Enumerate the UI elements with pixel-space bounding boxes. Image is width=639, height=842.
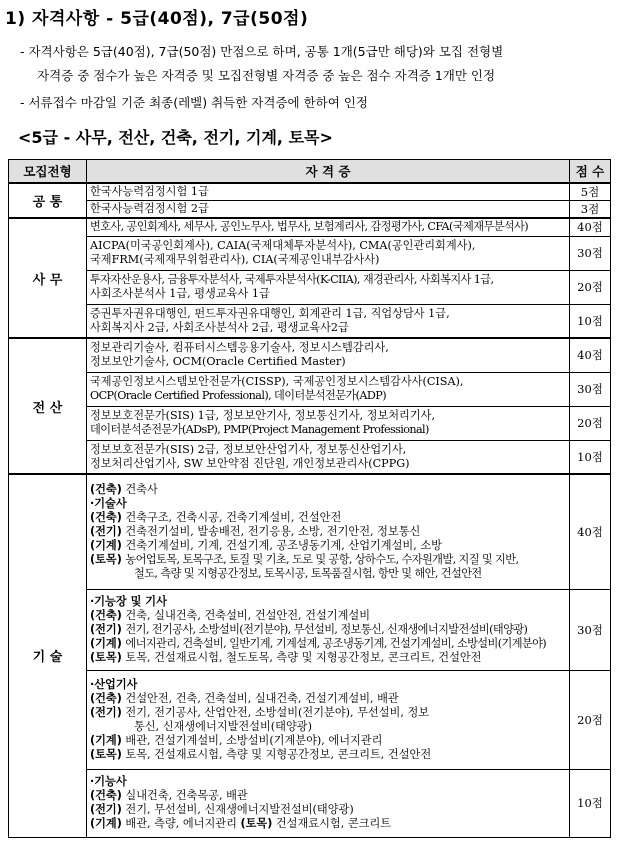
- field-tag: (건축): [90, 789, 122, 802]
- qualification-line: 국제FRM(국제재무위험관리사), CIA(국제공인내부감사사): [90, 253, 380, 266]
- qualification-line: [90, 706, 566, 720]
- field-tag: (건축): [90, 608, 122, 622]
- qualification-line: [90, 803, 566, 817]
- field-items: 건축전기설비, 발송배전, 전기응용, 소방, 전기안전, 정보통신: [125, 524, 421, 538]
- field-items: 농어업토목, 토목구조, 토질 및 기초, 도로 및 공항, 상하수도, 수자원개발, 지질 및 지반,: [125, 552, 519, 566]
- score-cell: 40점: [570, 338, 611, 372]
- qualification-line: 정보처리산업기사, SW 보안약점 진단원, 개인정보관리사(CPPG): [90, 456, 410, 470]
- field-tag: (토목): [240, 817, 273, 830]
- qualification-line: AICPA(미국공인회계사), CAIA(국제대체투자분석사), CMA(공인관리회계사),: [90, 239, 476, 252]
- qualification-line: 한국사능력검정시험 1급: [90, 185, 209, 198]
- qualification-line: 데이터분석준전문가(ADsP), PMP(Project Management Professional): [90, 423, 429, 436]
- qualification-cell: [87, 218, 570, 236]
- field-tag: (토목): [90, 650, 122, 664]
- field-tag: (기계): [90, 733, 122, 747]
- qualification-cell: [87, 236, 570, 270]
- table-row: [9, 474, 611, 589]
- field-items: 실내건축, 건축목공, 배관: [125, 789, 248, 802]
- qualification-line: 정보보안기술사, OCM(Oracle Certified Master): [90, 355, 346, 369]
- field-tag: (기계): [90, 538, 122, 552]
- qualification-line: [90, 692, 566, 706]
- note-deadline: [20, 91, 368, 115]
- score-cell: 30점: [570, 372, 611, 406]
- qualification-cell: [87, 304, 570, 338]
- table-row: [9, 236, 611, 270]
- field-items: 전기, 전기공사, 산업안전, 소방설비(전기분야), 무선설비, 정보: [125, 705, 430, 719]
- qualification-line: [90, 678, 566, 692]
- qualification-line: 정보보호전문가(SIS) 1급, 정보보안기사, 정보통신기사, 정보처리기사,: [90, 409, 436, 422]
- qualification-line: 국제공인정보시스템보안전문가(CISSP), 국제공인정보시스템감사사(CISA),: [90, 375, 464, 388]
- field-items: 에너지관리, 건축설비, 일반기계, 기계설계, 공조냉동기계, 건설기계설비, 소방설비(기계분야): [125, 636, 547, 650]
- table-row: [9, 440, 611, 474]
- grade-label: ·산업기사: [90, 677, 138, 691]
- field-tag: (기계): [90, 636, 122, 650]
- qualification-line: [90, 734, 566, 748]
- qualification-line: [90, 497, 566, 511]
- field-items: 건축사: [125, 482, 158, 496]
- table-row: [9, 670, 611, 769]
- field-tag: (전기): [90, 803, 122, 816]
- field-tag: (전기): [90, 705, 122, 719]
- qualification-line: 변호사, 공인회계사, 세무사, 공인노무사, 법무사, 보험계리사, 감정평가사, CFA(국제재무분석사): [90, 220, 529, 234]
- field-items: 철도, 측량 및 지형공간정보, 토목시공, 토목품질시험, 항만 및 해안, 건설안전: [134, 566, 482, 580]
- qualification-table: [8, 159, 611, 838]
- qualification-line: [90, 817, 566, 831]
- qualification-line: [90, 609, 566, 623]
- field-tag: (토목): [90, 552, 122, 566]
- qualification-cell: [87, 474, 570, 589]
- field-items: 토목, 건설재료시험, 측량 및 지형공간정보, 콘크리트, 건설안전: [125, 747, 432, 761]
- qualification-cell: [87, 270, 570, 304]
- qualification-line: [90, 539, 566, 553]
- qualification-line: [90, 525, 566, 539]
- table-row: [9, 201, 611, 219]
- category-cell-it: 전 산: [9, 338, 87, 474]
- field-items: 건축, 실내건축, 건축설비, 건설안전, 건설기계설비: [125, 608, 370, 622]
- field-items: 건설안전, 건축, 건축설비, 실내건축, 건설기계설비, 배관: [125, 691, 399, 705]
- section-heading: 1) 자격사항 - 5급(40점), 7급(50점): [5, 9, 309, 29]
- qualification-cell: [87, 338, 570, 372]
- qualification-line: [90, 623, 566, 637]
- score-cell: 10점: [570, 769, 611, 837]
- field-items: 배관, 건설기계설비, 소방설비(기계분야), 에너지관리: [125, 733, 383, 747]
- qualification-cell: [87, 670, 570, 769]
- qualification-line: [90, 720, 566, 734]
- field-items: 건축구조, 건축시공, 건축기계설비, 건설안전: [125, 510, 342, 524]
- score-cell: 10점: [570, 304, 611, 338]
- grade-label: ·기술사: [90, 496, 127, 510]
- qualification-line: [90, 567, 566, 581]
- score-cell: 40점: [570, 218, 611, 236]
- category-cell-tech: 기 술: [9, 474, 87, 837]
- table-row: [9, 769, 611, 837]
- field-tag: (기계): [90, 817, 122, 830]
- field-tag: (건축): [90, 482, 122, 496]
- field-items: 전기, 전기공사, 소방설비(전기분야), 무선설비, 정보통신, 신재생에너지발전설비(태양광): [125, 622, 528, 636]
- field-tag: (전기): [90, 524, 122, 538]
- score-cell: 20점: [570, 406, 611, 440]
- qualification-cell: [87, 589, 570, 670]
- grade-label: ·기능장 및 기사: [90, 594, 167, 608]
- qualification-line: 증권투자권유대행인, 펀드투자권유대행인, 회계관리 1급, 직업상담사 1급,: [90, 306, 450, 320]
- field-items: 건축기계설비, 기계, 건설기계, 공조냉동기계, 산업기계설비, 소방: [125, 538, 442, 552]
- table-title: <5급 - 사무, 전산, 건축, 전기, 기계, 토목>: [18, 128, 333, 147]
- note-scoring: [20, 40, 503, 88]
- qualification-cell: [87, 769, 570, 837]
- score-cell: 10점: [570, 440, 611, 474]
- score-cell: 40점: [570, 474, 611, 589]
- field-items: 배관, 측량, 에너지관리: [125, 817, 237, 830]
- field-items: 통신, 신재생에너지발전설비(태양광): [134, 719, 312, 733]
- table-row: [9, 338, 611, 372]
- score-cell: 3점: [570, 201, 611, 219]
- field-items: 전기, 무선설비, 신재생에너지발전설비(태양광): [125, 803, 354, 816]
- table-row: [9, 218, 611, 236]
- field-tag: (건축): [90, 510, 122, 524]
- table-header-row: [9, 160, 611, 184]
- qualification-line: [90, 748, 566, 762]
- score-cell: 30점: [570, 236, 611, 270]
- qualification-line: 사회복지사 2급, 사회조사분석사 2급, 평생교육사2급: [90, 320, 349, 334]
- qualification-line: 정보보호전문가(SIS) 2급, 정보보안산업기사, 정보통신산업기사,: [90, 442, 407, 456]
- category-cell-office: 사 무: [9, 218, 87, 338]
- qualification-line: [90, 637, 566, 651]
- qualification-line: 한국사능력검정시험 2급: [90, 202, 209, 215]
- table-row: [9, 270, 611, 304]
- table-row: [9, 406, 611, 440]
- qualification-line: 정보관리기술사, 컴퓨터시스템응용기술사, 정보시스템감리사,: [90, 341, 389, 355]
- note-line: 자격증 중 점수가 높은 자격증 및 모집전형별 자격증 중 높은 점수 자격증 1개만 인정: [37, 68, 496, 83]
- header-score: 점 수: [570, 160, 611, 184]
- qualification-line: [90, 651, 566, 665]
- qualification-cell: [87, 372, 570, 406]
- field-tag: (건축): [90, 691, 122, 705]
- table-row: [9, 304, 611, 338]
- table-row: [9, 372, 611, 406]
- table-row: [9, 589, 611, 670]
- qualification-line: [90, 789, 566, 803]
- header-category: 모집전형: [9, 160, 87, 184]
- score-cell: 30점: [570, 589, 611, 670]
- qualification-cell: [87, 406, 570, 440]
- qualification-line: [90, 553, 566, 567]
- score-cell: 20점: [570, 270, 611, 304]
- table-row: [9, 183, 611, 201]
- field-items: 건설재료시험, 콘크리트: [275, 817, 392, 830]
- qualification-line: 투자자산운용사, 금융투자분석사, 국제투자분석사(K-CIIA), 재경관리사, 사회복지사 1급,: [90, 273, 494, 286]
- score-cell: 5점: [570, 183, 611, 201]
- note-line: - 자격사항은 5급(40점), 7급(50점) 만점으로 하며, 공통 1개(5급만 해당)와 모집 전형별: [20, 44, 504, 59]
- grade-label: ·기능사: [90, 775, 127, 788]
- qualification-line: OCP(Oracle Certified Professional), 데이터분석전문가(ADP): [90, 389, 386, 402]
- qualification-line: [90, 595, 566, 609]
- score-cell: 20점: [570, 670, 611, 769]
- header-qualification: 자 격 증: [87, 160, 570, 184]
- category-cell-common: 공 통: [9, 183, 87, 218]
- qualification-cell: [87, 440, 570, 474]
- field-tag: (토목): [90, 747, 122, 761]
- qualification-line: [90, 775, 566, 789]
- qualification-line: [90, 483, 566, 497]
- qualification-line: 사회조사분석사 1급, 평생교육사 1급: [90, 287, 270, 300]
- note-line: - 서류접수 마감일 기준 최종(레벨) 취득한 자격증에 한하여 인정: [20, 95, 368, 110]
- field-tag: (전기): [90, 622, 122, 636]
- qualification-cell: [87, 201, 570, 219]
- qualification-cell: [87, 183, 570, 201]
- qualification-line: [90, 511, 566, 525]
- field-items: 토목, 건설재료시험, 철도토목, 측량 및 지형공간정보, 콘크리트, 건설안전: [125, 650, 482, 664]
